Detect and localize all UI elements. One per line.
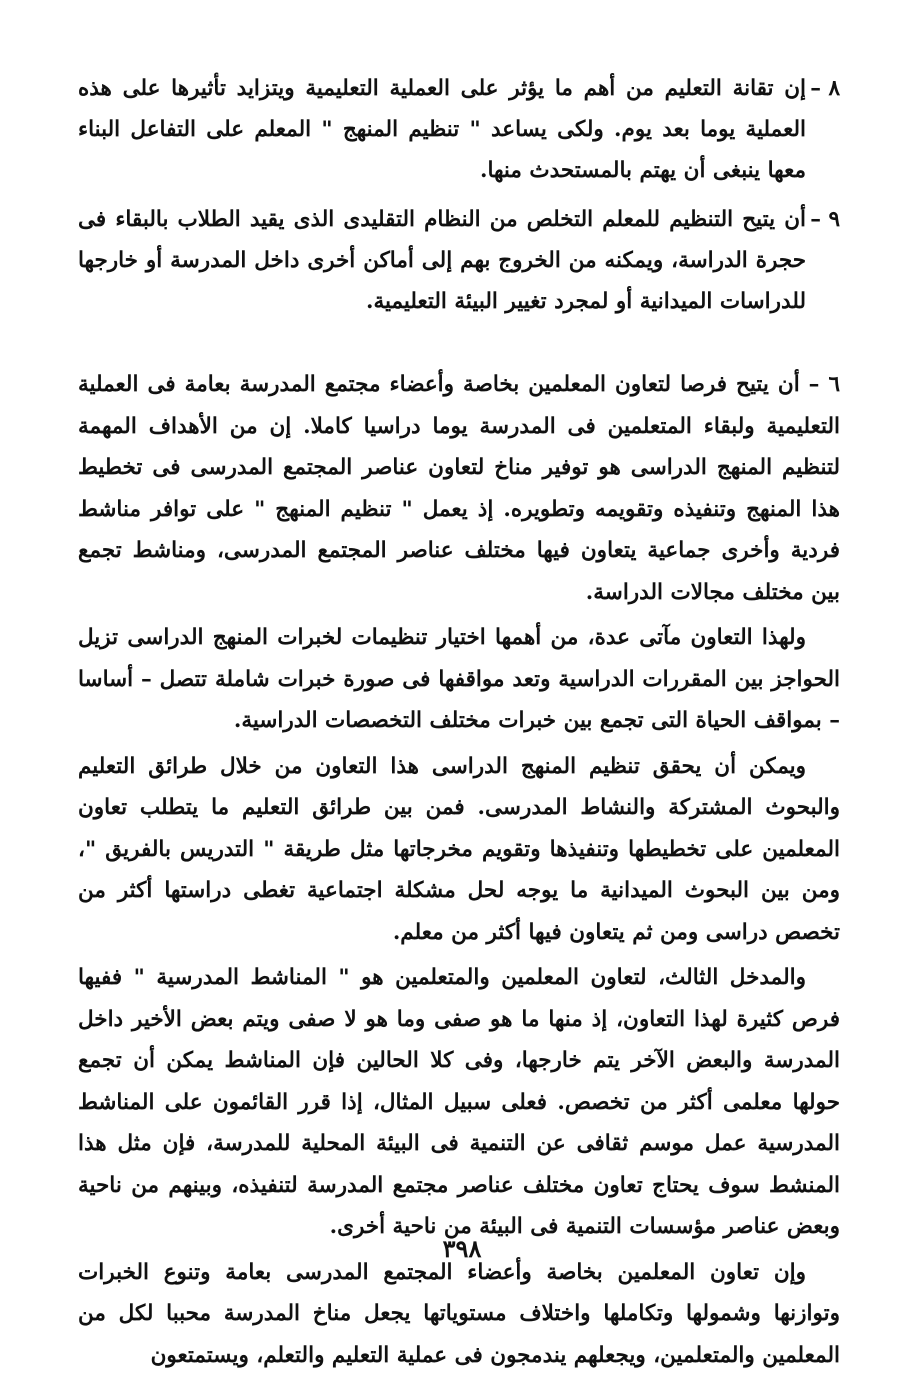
list-item-text: إن تقانة التعليم من أهم ما يؤثر على العملية التعليمية ويتزايد تأثيرها على هذه العملية يوما بعد يوم. ولكى يساعد " تنظيم المنهج " المعلم على التفاعل البناء معها ينبغى أن يهتم بالمستحدث منها.	[78, 68, 806, 191]
paragraph: ولهذا التعاون مآتى عدة، من أهمها اختيار تنظيمات لخبرات المنهج الدراسى تزيل الحواجز بين المقررات الدراسية وتعد مواقفها فى صورة خبرات شاملة تتصل – أساسا – بمواقف الحياة التى تجمع بين خبرات مختلف التخصصات الدراسية.	[78, 617, 840, 742]
paragraph: ويمكن أن يحقق تنظيم المنهج الدراسى هذا التعاون من خلال طرائق التعليم والبحوث المشتركة والنشاط المدرسى. فمن بين طرائق التعليم ما يتطلب تعاون المعلمين على تخطيطها وتنفيذها وتقويم مخرجاتها مثل طريقة " التدريس بالفريق "، ومن بين البحوث الميدانية ما يوجه لحل مشكلة اجتماعية تغطى دراستها أكثر من تخصص دراسى ومن ثم يتعاون فيها أكثر من معلم.	[78, 746, 840, 954]
list-item-9	[78, 199, 840, 322]
list-item-number: ٩ –	[806, 199, 840, 322]
page-body	[78, 68, 840, 1278]
list-item-8	[78, 68, 840, 191]
list-item-number: ٨ –	[806, 68, 840, 191]
list-item-text: أن يتيح التنظيم للمعلم التخلص من النظام التقليدى الذى يقيد الطلاب بالبقاء فى حجرة الدراسة، ويمكنه من الخروج بهم إلى أماكن أخرى داخل المدرسة أو خارجها للدراسات الميدانية أو لمجرد تغيير البيئة التعليمية.	[78, 199, 806, 322]
paragraph: وإن تعاون المعلمين بخاصة وأعضاء المجتمع المدرسى بعامة وتنوع الخبرات وتوازنها وشمولها وتكاملها واختلاف مستوياتها يجعل مناخ المدرسة محببا لكل من المعلمين والمتعلمين، ويجعلهم يندمجون فى عملية التعليم والتعلم، ويستمتعون	[78, 1252, 840, 1376]
page-number: ٣٩٨	[0, 1234, 924, 1263]
section-6	[78, 364, 840, 613]
paragraph: والمدخل الثالث، لتعاون المعلمين والمتعلمين هو " المناشط المدرسية " ففيها فرص كثيرة لهذا التعاون، إذ منها ما هو صفى وما هو لا صفى ويتم بعض الأخير داخل المدرسة والبعض الآخر يتم خارجها، وفى كلا الحالين فإن المناشط يمكن أن تجمع حولها معلمى أكثر من تخصص. فعلى سبيل المثال، إذا قرر القائمون على المناشط المدرسية عمل موسم ثقافى عن التنمية فى البيئة المحلية للمدرسة، فإن مثل هذا المنشط سوف يحتاج تعاون مختلف عناصر مجتمع المدرسة لتنفيذه، وبينهم من ناحية وبعض عناصر مؤسسات التنمية فى البيئة من ناحية أخرى.	[78, 957, 840, 1248]
section-intro-text: إن من الأهداف المهمة لتنظيم المنهج الدراسى هو توفير مناخ لتعاون عناصر المجتمع المدرسى فى تخطيط هذا المنهج وتنفيذه وتقويمه وتطويره. إذ يعمل " تنظيم المنهج " على توافر مناشط فردية وأخرى جماعية يتعاون فيها مختلف عناصر المجتمع المدرسى، ومناشط تجمع بين مختلف مجالات الدراسة.	[78, 414, 840, 605]
section-heading: ٦ – أن يتيح فرصا لتعاون المعلمين بخاصة وأعضاء مجتمع المدرسة بعامة فى العملية التعليمية ولبقاء المتعلمين فى المدرسة يوما دراسيا كاملا.	[78, 372, 840, 439]
